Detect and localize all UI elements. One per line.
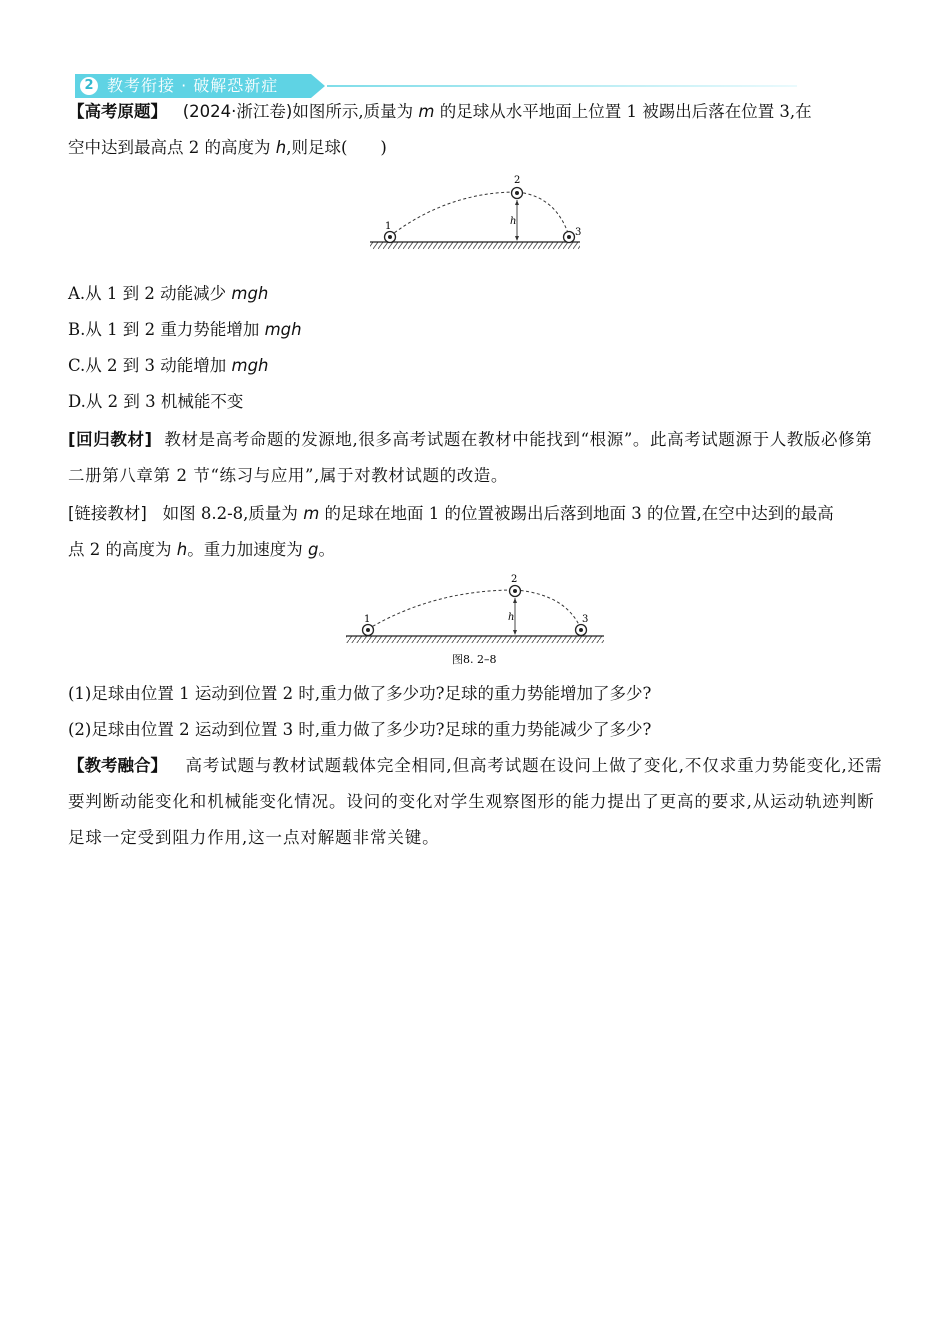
figure-2: [344, 570, 606, 670]
option-c: [68, 354, 269, 378]
label-h: h: [510, 216, 517, 227]
label-h-fig2: h: [508, 612, 515, 623]
ball-1: [385, 232, 396, 243]
question-1: (1)足球由位置 1 运动到位置 2 时,重力做了多少功?足球的重力势能增加了多少?: [68, 684, 652, 703]
link-var-h: h: [176, 540, 188, 559]
question-2: (2)足球由位置 2 运动到位置 3 时,重力做了多少功?足球的重力势能减少了多少?: [68, 720, 652, 739]
label-3: 3: [575, 227, 582, 238]
exam-tag: 【高考原题】: [68, 102, 167, 121]
section-header-line: [327, 85, 797, 87]
link-var-g: g: [307, 540, 319, 559]
ball-1-fig2: [363, 625, 374, 636]
ball-2: [512, 188, 523, 199]
ground-hatch: [370, 242, 580, 249]
ground-hatch-2: [346, 636, 604, 643]
label-2-fig2: 2: [511, 574, 518, 585]
label-3-fig2: 3: [582, 614, 589, 625]
fusion-text: 高考试题与教材试题载体完全相同,但高考试题在设问上做了变化,不仅求重力势能变化,还需要判断动能变化和机械能变化情况。设问的变化对学生观察图形的能力提出了更高的要求,从运动轨迹判断足球一定受到阻力作用,这一点对解题非常关键。: [68, 756, 883, 847]
option-a-var: mgh: [231, 284, 269, 303]
exam-text-1: 如图所示,质量为: [292, 102, 414, 121]
option-d-text: D.从 2 到 3 机械能不变: [68, 392, 244, 411]
option-b-var: mgh: [264, 320, 302, 339]
review-tag: [回归教材]: [68, 430, 153, 449]
section-number-badge: 2: [80, 77, 98, 95]
review-text: 教材是高考命题的发源地,很多高考试题在教材中能找到“根源”。此高考试题源于人教版必修第二册第八章第 2 节“练习与应用”,属于对教材试题的改造。: [68, 430, 873, 485]
option-d: [68, 390, 243, 414]
link-text-3: 点 2 的高度为: [68, 540, 177, 559]
option-c-text: C.从 2 到 3 动能增加: [68, 356, 232, 375]
link-tag: [链接教材]: [68, 504, 147, 523]
label-2: 2: [514, 175, 521, 186]
exam-text-2: 的足球从水平地面上位置 1 被踢出后落在位置 3,在: [439, 102, 812, 121]
figure-1: [368, 172, 583, 254]
option-b: [68, 318, 302, 342]
fusion-tag: 【教考融合】: [68, 756, 167, 775]
exam-source: (2024·浙江卷): [182, 102, 293, 121]
label-1-fig2: 1: [364, 614, 371, 625]
trajectory-2: [368, 590, 581, 629]
link-var-m: m: [303, 504, 320, 523]
link-text-2: 的足球在地面 1 的位置被踢出后落到地面 3 的位置,在空中达到的最高: [319, 504, 834, 523]
figure-caption: 图8. 2–8: [452, 653, 497, 666]
link-text-4: 。重力加速度为: [187, 540, 308, 559]
ball-3: [564, 232, 575, 243]
exam-text-3: 空中达到最高点 2 的高度为: [68, 138, 271, 157]
section-title: 教考衔接 · 破解恐新症: [107, 76, 279, 95]
ball-2-fig2: [510, 586, 521, 597]
exam-question: [68, 94, 883, 166]
option-a-text: A.从 1 到 2 动能减少: [68, 284, 232, 303]
link-text-5: 。: [318, 540, 335, 559]
exam-var-m: m: [418, 102, 435, 121]
exam-var-h: h: [275, 138, 287, 157]
link-text-1: 如图 8.2-8,质量为: [162, 504, 304, 523]
trajectory: [390, 192, 569, 236]
ball-3-fig2: [576, 625, 587, 636]
exam-text-4: ,则足球( ): [286, 138, 387, 157]
label-1: 1: [385, 221, 392, 232]
fusion-paragraph: [68, 748, 883, 856]
option-c-var: mgh: [231, 356, 269, 375]
link-paragraph: [68, 496, 883, 568]
option-a: [68, 282, 268, 306]
review-paragraph: [68, 422, 883, 494]
option-b-text: B.从 1 到 2 重力势能增加: [68, 320, 265, 339]
